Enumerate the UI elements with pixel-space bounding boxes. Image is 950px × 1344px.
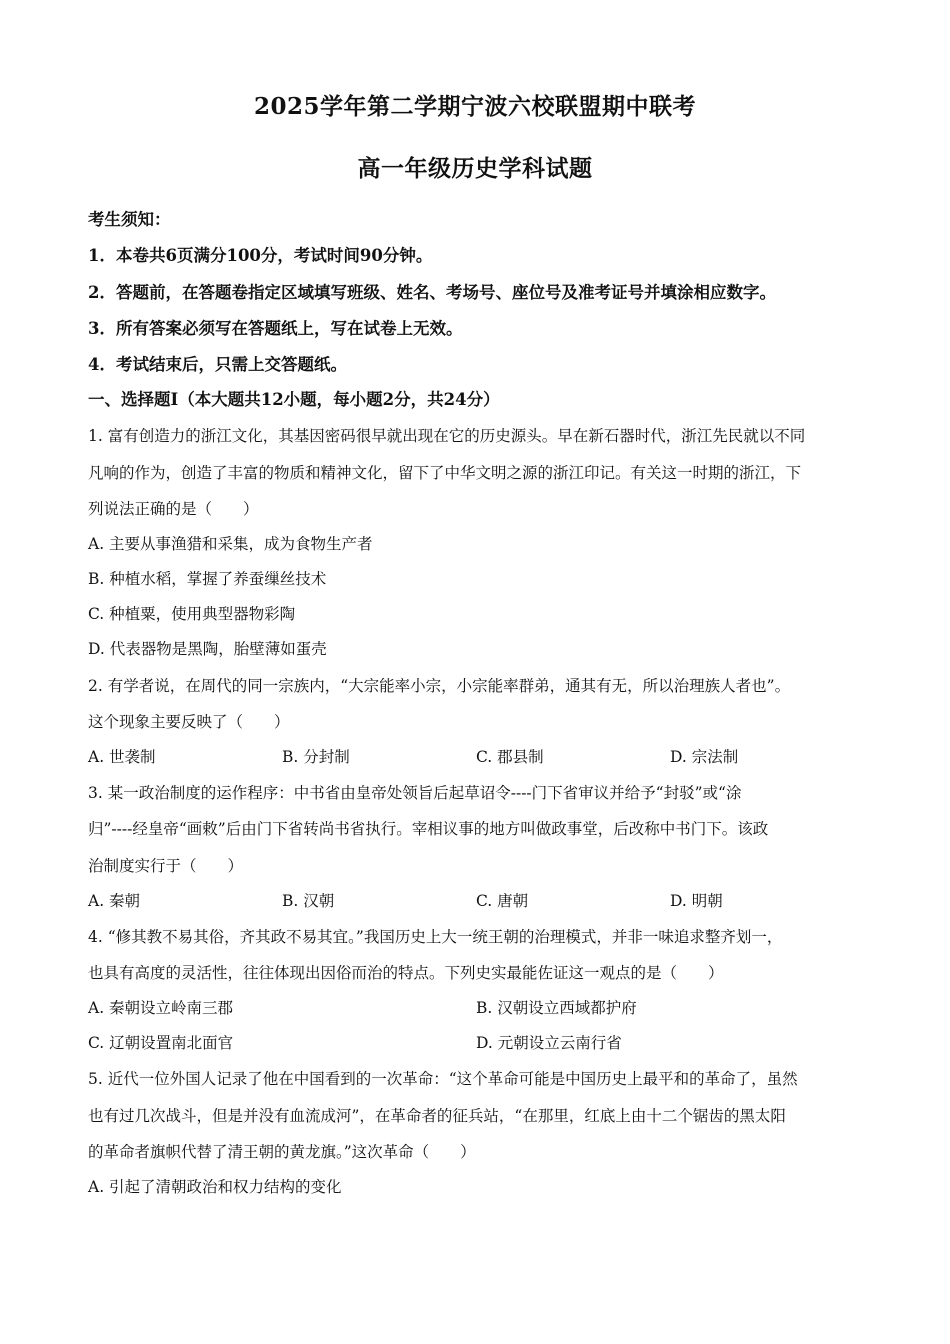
- option-c: C. 唐朝: [476, 892, 529, 910]
- question-stem-line: 的革命者旗帜代替了清王朝的黄龙旗。”这次革命（ ）: [88, 1143, 476, 1161]
- notice-heading: 考生须知：: [88, 210, 171, 229]
- option-c: C. 种植粟，使用典型器物彩陶: [88, 605, 296, 623]
- section-heading: 一、选择题Ⅰ（本大题共12小题，每小题2分，共24分）: [88, 390, 500, 409]
- exam-subtitle: 高一年级历史学科试题: [357, 155, 593, 182]
- question-stem-line: 凡响的作为，创造了丰富的物质和精神文化，留下了中华文明之源的浙江印记。有关这一时期的浙江，下: [88, 464, 802, 482]
- option-a: A. 引起了清朝政治和权力结构的变化: [88, 1178, 342, 1196]
- question-stem-line: 归”----经皇帝“画敕”后由门下省转尚书省执行。宰相议事的地方叫做政事堂，后改称中书门下。该政: [88, 820, 769, 838]
- option-a: A. 秦朝: [88, 892, 141, 910]
- option-d: D. 元朝设立云南行省: [476, 1034, 622, 1052]
- notice-item: 3．所有答案必须写在答题纸上，写在试卷上无效。: [88, 319, 463, 338]
- notice-item: 2．答题前，在答题卷指定区域填写班级、姓名、考场号、座位号及准考证号并填涂相应数字。: [88, 283, 776, 302]
- option-b: B. 分封制: [282, 748, 350, 766]
- option-a: A. 秦朝设立岭南三郡: [88, 999, 234, 1017]
- question-stem-line: 3. 某一政治制度的运作程序：中书省由皇帝处领旨后起草诏令----门下省审议并给予“封驳”或“涂: [88, 784, 742, 802]
- option-b: B. 汉朝: [282, 892, 335, 910]
- question-stem-line: 1. 富有创造力的浙江文化，其基因密码很早就出现在它的历史源头。早在新石器时代，浙江先民就以不同: [88, 427, 806, 445]
- exam-title: 2025学年第二学期宁波六校联盟期中联考: [253, 93, 696, 120]
- notice-item: 1．本卷共6页满分100分，考试时间90分钟。: [88, 246, 433, 265]
- option-a: A. 世袭制: [88, 748, 156, 766]
- notice-item: 4．考试结束后，只需上交答题纸。: [88, 355, 347, 374]
- option-a: A. 主要从事渔猎和采集，成为食物生产者: [88, 535, 373, 553]
- question-stem-line: 治制度实行于（ ）: [88, 857, 244, 875]
- option-d: D. 宗法制: [670, 748, 739, 766]
- question-stem-line: 2. 有学者说，在周代的同一宗族内，“大宗能率小宗，小宗能率群弟，通其有无，所以治理族人者也”。: [88, 677, 791, 695]
- question-stem-line: 这个现象主要反映了（ ）: [88, 713, 290, 731]
- option-c: C. 郡县制: [476, 748, 544, 766]
- option-d: D. 代表器物是黑陶，胎壁薄如蛋壳: [88, 640, 327, 658]
- option-b: B. 汉朝设立西域都护府: [476, 999, 637, 1017]
- question-stem-line: 4. “修其教不易其俗，齐其政不易其宜。”我国历史上大一统王朝的治理模式，并非一味追求整齐划一，: [88, 928, 783, 946]
- question-stem-line: 列说法正确的是（ ）: [88, 500, 259, 518]
- option-c: C. 辽朝设置南北面官: [88, 1034, 234, 1052]
- option-d: D. 明朝: [670, 892, 723, 910]
- question-stem-line: 也具有高度的灵活性，往往体现出因俗而治的特点。下列史实最能佐证这一观点的是（ ）: [88, 964, 724, 982]
- question-stem-line: 也有过几次战斗，但是并没有血流成河”，在革命者的征兵站，“在那里，红底上由十二个锯齿的黑太阳: [88, 1107, 786, 1125]
- option-b: B. 种植水稻，掌握了养蚕缫丝技术: [88, 570, 327, 588]
- question-stem-line: 5. 近代一位外国人记录了他在中国看到的一次革命：“这个革命可能是中国历史上最平和的革命了，虽然: [88, 1070, 798, 1088]
